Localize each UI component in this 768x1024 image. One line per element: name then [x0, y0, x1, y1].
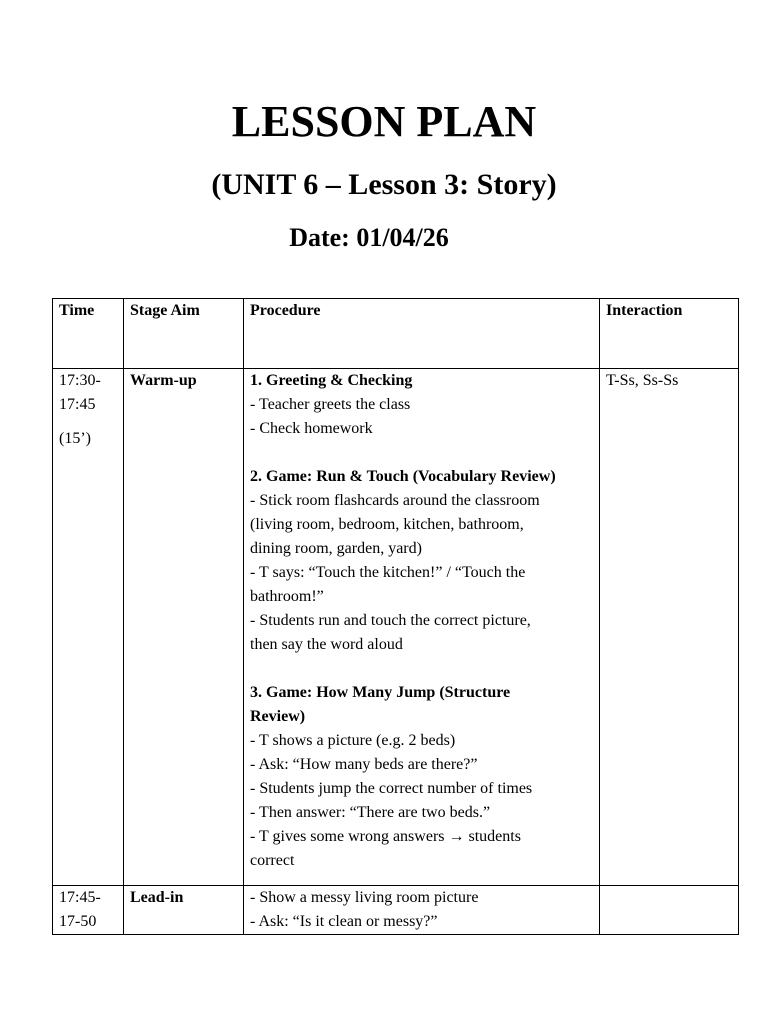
lesson-subtitle: (UNIT 6 – Lesson 3: Story) — [211, 168, 557, 201]
section2-line: (living room, bedroom, kitchen, bathroom, — [250, 516, 524, 533]
lesson-plan-table — [52, 298, 739, 935]
section1-line: - Check homework — [250, 420, 373, 437]
header-time — [53, 299, 124, 369]
section2-line: - Students run and touch the correct picture, — [250, 612, 531, 629]
header-procedure — [244, 299, 600, 369]
header-procedure-label: Procedure — [250, 302, 321, 319]
header-stage-aim — [124, 299, 244, 369]
leadin-stage-cell — [124, 886, 244, 935]
leadin-time-end: 17-50 — [59, 913, 97, 930]
leadin-procedure-cell — [244, 886, 600, 935]
section2-line: then say the word aloud — [250, 636, 403, 653]
leadin-stage-label: Lead-in — [130, 889, 184, 906]
section2-title: 2. Game: Run & Touch (Vocabulary Review) — [250, 468, 556, 485]
section3-line: - Ask: “How many beds are there?” — [250, 756, 478, 773]
section3-title-cont: Review) — [250, 708, 306, 725]
page-title: LESSON PLAN — [231, 97, 537, 146]
leadin-time-cell — [53, 886, 124, 935]
header-interaction — [600, 299, 739, 369]
leadin-line: - Show a messy living room picture — [250, 889, 479, 906]
warmup-stage-cell — [124, 369, 244, 886]
warmup-time-end: 17:45 — [59, 396, 96, 413]
header-interaction-label: Interaction — [606, 302, 683, 319]
header-stage-aim-label: Stage Aim — [130, 302, 200, 319]
warmup-interaction-cell — [600, 369, 739, 886]
lesson-date: Date: 01/04/26 — [289, 223, 449, 252]
section2-line: - Stick room flashcards around the classroom — [250, 492, 540, 509]
section3-line: - T gives some wrong answers → students — [250, 828, 521, 845]
table-row-warmup — [53, 369, 739, 886]
section2-line: dining room, garden, yard) — [250, 540, 422, 557]
warmup-time-cell — [53, 369, 124, 886]
leadin-time-start: 17:45- — [59, 889, 101, 906]
header-time-label: Time — [59, 302, 95, 319]
section3-line: - Then answer: “There are two beds.” — [250, 804, 491, 821]
leadin-interaction-cell — [600, 886, 739, 935]
warmup-interaction: T-Ss, Ss-Ss — [606, 372, 679, 389]
section3-line: correct — [250, 852, 295, 869]
leadin-line: - Ask: “Is it clean or messy?” — [250, 913, 438, 930]
warmup-stage-label: Warm-up — [130, 372, 197, 389]
section2-line: bathroom!” — [250, 588, 324, 605]
section1-line: - Teacher greets the class — [250, 396, 411, 413]
section3-line: - Students jump the correct number of times — [250, 780, 533, 797]
warmup-duration: (15’) — [59, 430, 91, 447]
section1-title: 1. Greeting & Checking — [250, 372, 413, 389]
table-row-leadin — [53, 886, 739, 935]
section2-line: - T says: “Touch the kitchen!” / “Touch the — [250, 564, 526, 581]
section3-line: - T shows a picture (e.g. 2 beds) — [250, 732, 456, 749]
warmup-procedure-cell — [244, 369, 600, 886]
table-header-row — [53, 299, 739, 369]
warmup-time-start: 17:30- — [59, 372, 101, 389]
section3-title: 3. Game: How Many Jump (Structure — [250, 684, 511, 701]
